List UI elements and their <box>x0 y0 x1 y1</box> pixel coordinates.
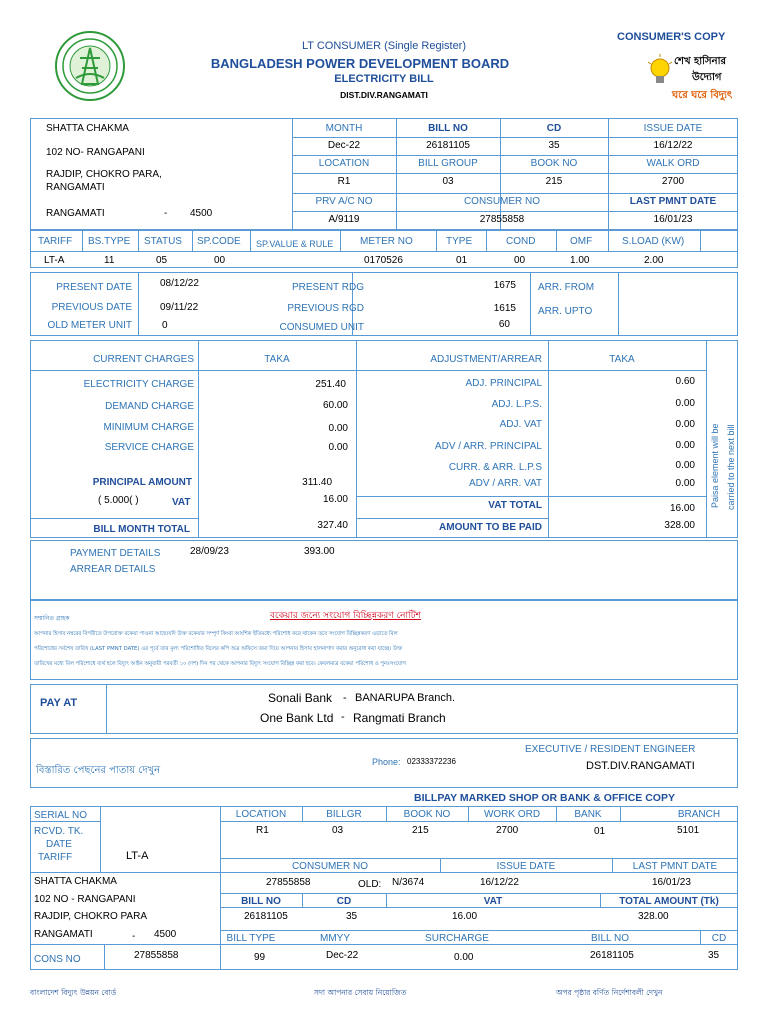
adj-lps-value: 0.00 <box>675 398 695 409</box>
electricity-charge-label: ELECTRICITY CHARGE <box>83 379 194 390</box>
last-pmnt-label: LAST PMNT DATE <box>629 196 717 207</box>
phone-number: 02333372236 <box>407 757 456 766</box>
consumer-no-value-2: 27855858 <box>266 877 311 888</box>
consumer-copy-label: CONSUMER'S COPY <box>617 31 726 43</box>
pay-at-label: PAY AT <box>40 697 78 709</box>
surcharge-label: SURCHARGE <box>425 933 489 944</box>
amount-to-pay-value: 328.00 <box>664 520 695 531</box>
bookno-value-2: 215 <box>412 825 429 836</box>
board-name: BANGLADESH POWER DEVELOPMENT BOARD <box>210 56 510 71</box>
serial-no-label: SERIAL NO <box>34 810 87 821</box>
billgroup-label: BILL GROUP <box>418 158 478 169</box>
surcharge-value: 0.00 <box>454 952 474 963</box>
bill-month-total-label: BILL MONTH TOTAL <box>93 524 190 535</box>
consumer-post: 4500 <box>190 208 213 219</box>
notice-line-2: পরিশোধের সর্বশেষ তারিখ (LAST PMNT DATE) এর পূর্বে তার মূল্য পরিশোধিত বিলের কপি অত্র অফিসে জমা দিয়ে আপনার হিসাব হালনাগাদ করার অনুরোধ করা যাচ্ছে। উক্ত <box>34 646 403 652</box>
total-amount-label: TOTAL AMOUNT (Tk) <box>619 896 719 907</box>
consumer-address-3: RANGAMATI <box>46 182 105 193</box>
adj-vat-value: 0.00 <box>675 419 695 430</box>
adjustment-header: ADJUSTMENT/ARREAR <box>430 354 542 365</box>
office-address-2: RAJDIP, CHOKRO PARA <box>34 911 147 922</box>
campaign-line-2: উদ্যোগ <box>692 72 722 83</box>
campaign-line-1: শেখ হাসিনার <box>674 56 727 67</box>
office-city: RANGAMATI <box>34 929 93 940</box>
bank-2-branch: Rangmati Branch <box>353 711 446 725</box>
total-amount-value: 328.00 <box>638 911 669 922</box>
prv-ac-label: PRV A/C NO <box>315 196 373 207</box>
notice-salutation: সম্মানিত গ্রাহক <box>34 615 70 622</box>
vat-total-value: 16.00 <box>669 503 695 514</box>
payment-amount: 393.00 <box>304 546 335 557</box>
billgr-label: BILLGR <box>326 809 362 820</box>
minimum-charge-value: 0.00 <box>328 423 348 434</box>
electricity-charge-value: 251.40 <box>315 379 346 390</box>
last-pmnt-label-2: LAST PMNT DATE <box>632 861 718 872</box>
adv-arr-vat-label: ADV / ARR. VAT <box>469 478 542 489</box>
last-pmnt-value-2: 16/01/23 <box>652 877 691 888</box>
demand-charge-label: DEMAND CHARGE <box>105 401 194 412</box>
spcode-header: SP.CODE <box>197 236 241 247</box>
consumer-city: RANGAMATI <box>46 208 105 219</box>
cons-no-label: CONS NO <box>34 954 81 965</box>
location-label-2: LOCATION <box>235 809 287 820</box>
cd-value-2: 35 <box>346 911 358 922</box>
office-post: 4500 <box>154 929 177 940</box>
vat-rate: ( 5.000( ) <box>98 495 139 506</box>
paisa-note-2: carried to the next bill <box>726 424 736 510</box>
consumed-value: 60 <box>498 319 510 330</box>
present-date-label: PRESENT DATE <box>56 282 132 293</box>
issue-date-label-2: ISSUE DATE <box>496 861 556 872</box>
lightbulb-icon <box>648 54 672 94</box>
campaign-logo <box>648 50 738 110</box>
phone-label: Phone: <box>372 757 401 767</box>
paisa-note-1: Paisa element will be <box>710 423 720 508</box>
taka-header-1: TAKA <box>264 354 290 365</box>
status-header: STATUS <box>144 236 182 247</box>
principal-amount-label: PRINCIPAL AMOUNT <box>92 477 192 488</box>
mmyy-label: MMYY <box>320 933 350 944</box>
engineer-division: DST.DIV.RANGAMATI <box>586 760 695 772</box>
type-header: TYPE <box>446 236 473 247</box>
consumer-no-label-2: CONSUMER NO <box>291 861 369 872</box>
workord-value: 2700 <box>496 825 519 836</box>
footer-middle: সদা আপনার সেবায় নিয়োজিত <box>314 988 407 997</box>
type-value: 01 <box>456 255 468 266</box>
cond-value: 00 <box>514 255 526 266</box>
meterno-header: METER NO <box>360 236 413 247</box>
location-label: LOCATION <box>318 158 370 169</box>
service-charge-value: 0.00 <box>328 442 348 453</box>
adj-principal-label: ADJ. PRINCIPAL <box>465 378 542 389</box>
office-copy-section <box>30 806 738 970</box>
previous-rgd-label: PREVIOUS RGD <box>287 303 364 314</box>
billno-value-2: 26181105 <box>244 911 288 922</box>
vat-total-label: VAT TOTAL <box>488 500 542 511</box>
walkord-value: 2700 <box>661 176 685 187</box>
branch-label: BRANCH <box>677 809 721 820</box>
billgroup-value: 03 <box>442 176 454 187</box>
vat-value: 16.00 <box>322 494 348 505</box>
curr-arr-lps-label: CURR. & ARR. L.P.S <box>448 462 542 473</box>
curr-arr-lps-value: 0.00 <box>675 460 695 471</box>
sload-value: 2.00 <box>644 255 664 266</box>
issue-date-value-2: 16/12/22 <box>480 877 519 888</box>
footer-left: বাংলাদেশ বিদ্যুৎ উন্নয়ন বোর্ড <box>30 988 117 997</box>
adv-arr-principal-label: ADV / ARR. PRINCIPAL <box>434 441 542 452</box>
omf-value: 1.00 <box>570 255 590 266</box>
previous-rgd-value: 1615 <box>493 303 516 314</box>
rcvd-tk-label: RCVD. TK. <box>34 826 84 837</box>
billtype-value: 99 <box>254 952 266 963</box>
arrear-details-label: ARREAR DETAILS <box>70 564 156 575</box>
adj-lps-label: ADJ. L.P.S. <box>491 399 542 410</box>
current-charges-header: CURRENT CHARGES <box>93 354 194 365</box>
bank-1: Sonali Bank <box>268 691 333 705</box>
amount-to-pay-label: AMOUNT TO BE PAID <box>439 522 542 533</box>
billno-label-2: BILL NO <box>241 896 281 907</box>
last-pmnt-value: 16/01/23 <box>653 214 693 225</box>
vat-label: VAT <box>172 497 191 508</box>
branch-value: 5101 <box>677 825 700 836</box>
meterno-value: 0170526 <box>364 255 403 266</box>
campaign-line-3: ঘরে ঘরে বিদ্যুৎ <box>672 90 733 101</box>
adj-principal-value: 0.60 <box>675 376 695 387</box>
bank-2: One Bank Ltd <box>260 711 334 725</box>
bill-title: ELECTRICITY BILL <box>334 73 434 85</box>
consumer-dash: - <box>164 208 168 219</box>
reading-section <box>30 272 738 336</box>
prv-ac-value: A/9119 <box>328 214 360 225</box>
billno-label: BILL NO <box>428 123 468 134</box>
adv-arr-vat-value: 0.00 <box>675 478 695 489</box>
cd-label-2: CD <box>336 896 352 907</box>
engineer-title: EXECUTIVE / RESIDENT ENGINEER <box>525 744 696 755</box>
register-label: LT CONSUMER (Single Register) <box>301 40 467 52</box>
status-value: 05 <box>156 255 168 266</box>
tariff-value: LT-A <box>44 255 65 266</box>
office-dash: - <box>132 931 136 942</box>
cond-header: COND <box>506 236 536 247</box>
walkord-label: WALK ORD <box>646 158 700 169</box>
office-address-1: 102 NO - RANGAPANI <box>34 894 136 905</box>
cons-no-value: 27855858 <box>134 950 179 961</box>
old-label: OLD: <box>358 879 382 890</box>
consumer-address-2: RAJDIP, CHOKRO PARA, <box>46 169 162 180</box>
present-date-value: 08/12/22 <box>160 278 199 289</box>
consumer-name: SHATTA CHAKMA <box>46 123 129 134</box>
payment-date: 28/09/23 <box>190 546 229 557</box>
bank-value: 01 <box>594 826 606 837</box>
billgr-value: 03 <box>332 825 344 836</box>
minimum-charge-label: MINIMUM CHARGE <box>103 422 194 433</box>
bookno-label: BOOK NO <box>530 158 578 169</box>
bank-label: BANK <box>574 809 602 820</box>
cd-value: 35 <box>548 140 560 151</box>
taka-header-2: TAKA <box>609 354 635 365</box>
billno-value-3: 26181105 <box>590 950 634 961</box>
consumed-label: CONSUMED UNIT <box>279 322 364 333</box>
consumer-no-label: CONSUMER NO <box>463 196 541 207</box>
adv-arr-principal-value: 0.00 <box>675 440 695 451</box>
vat-value-2: 16.00 <box>452 911 478 922</box>
omf-header: OMF <box>570 236 593 247</box>
notice-title: বকেয়ার জন্যে সংযোগ বিচ্ছিন্নকরণ নোটিশ <box>270 611 421 621</box>
consumer-address-1: 102 NO- RANGAPANI <box>46 147 145 158</box>
office-consumer-name: SHATTA CHAKMA <box>34 876 117 887</box>
sload-header: S.LOAD (KW) <box>622 236 685 247</box>
adj-vat-label: ADJ. VAT <box>499 419 542 430</box>
bookno-label-2: BOOK NO <box>403 809 451 820</box>
cd-value-3: 35 <box>708 950 720 961</box>
office-copy-title: BILLPAY MARKED SHOP OR BANK & OFFICE COPY <box>414 792 675 804</box>
date-label: DATE <box>46 839 72 850</box>
spcode-value: 00 <box>214 255 226 266</box>
location-value: R1 <box>337 176 351 187</box>
arr-from-label: ARR. FROM <box>538 282 595 293</box>
present-rdg-value: 1675 <box>493 280 516 291</box>
bill-month-total-value: 327.40 <box>317 520 348 531</box>
principal-amount-value: 311.40 <box>302 477 332 488</box>
billtype-label: BILL TYPE <box>226 933 276 944</box>
location-value-2: R1 <box>256 825 269 836</box>
footer-right: অপর পৃষ্ঠার বর্ণিত নির্দেশাবলী দেখুন <box>556 988 663 997</box>
bpdb-logo <box>52 30 128 102</box>
bstype-header: BS.TYPE <box>88 236 131 247</box>
workord-label: WORK ORD <box>483 809 541 820</box>
old-meter-label: OLD METER UNIT <box>47 320 132 331</box>
cd-label-3: CD <box>711 933 727 944</box>
consumer-no-value: 27855858 <box>479 214 525 225</box>
vat-label-2: VAT <box>483 896 503 907</box>
division-label: DIST.DIV.RANGAMATI <box>340 90 428 100</box>
issue-date-label: ISSUE DATE <box>643 123 703 134</box>
spvalue-header: SP.VALUE & RULE <box>256 239 334 249</box>
tariff-header: TARIFF <box>38 236 73 247</box>
month-value: Dec-22 <box>327 140 361 151</box>
arr-upto-label: ARR. UPTO <box>538 306 593 317</box>
issue-date-value: 16/12/22 <box>653 140 693 151</box>
service-charge-label: SERVICE CHARGE <box>104 442 194 453</box>
tariff-value-2: LT-A <box>126 850 149 862</box>
previous-date-value: 09/11/22 <box>160 302 199 313</box>
bookno-value: 215 <box>545 176 563 187</box>
billno-value: 26181105 <box>426 140 470 151</box>
cd-label: CD <box>546 123 562 134</box>
bank-1-branch: BANARUPA Branch. <box>355 692 456 704</box>
detail-note: বিস্তারিত পেছনের পাতায় দেখুন <box>36 765 161 776</box>
payment-details-label: PAYMENT DETAILS <box>70 548 161 559</box>
present-rdg-label: PRESENT RDG <box>291 282 364 293</box>
bstype-value: 11 <box>104 255 115 266</box>
demand-charge-value: 60.00 <box>322 400 348 411</box>
bank-2-dash: - <box>341 711 345 723</box>
old-meter-value: 0 <box>162 320 168 331</box>
notice-line-1: আপনার হিসাব নম্বরের বিপরীতে উপরোক্ত বকেয়া পাওনা আছে।যদি উক্ত বকেয়ার সম্পূর্ণ কিংবা আংশিক ইতিমধ্যে পরিশোধ করে থাকেন তবে সংযোগ বিচ্ছিন্নকরণ এড়াতে বিল <box>34 631 398 637</box>
previous-date-label: PREVIOUS DATE <box>51 302 132 313</box>
bank-1-dash: - <box>343 692 347 704</box>
billno-label-3: BILL NO <box>591 933 629 944</box>
notice-line-3: তারিখের মধ্যে বিল পরিশোধে ব্যর্থ হলে বিদ্যুৎ আইন অনুযায়ী পরবর্তী ১০ (দশ) দিন পর থেকে আপনার বিদ্যুৎ সংযোগ বিচ্ছিন্ন করা হবে। কেবলমাত্র বকেয়া পরিশোধ ও পুনঃসংযোগ <box>34 661 406 667</box>
mmyy-value: Dec-22 <box>326 950 359 961</box>
old-value: N/3674 <box>392 877 425 888</box>
tariff-label-2: TARIFF <box>38 852 73 863</box>
month-label: MONTH <box>325 123 363 134</box>
